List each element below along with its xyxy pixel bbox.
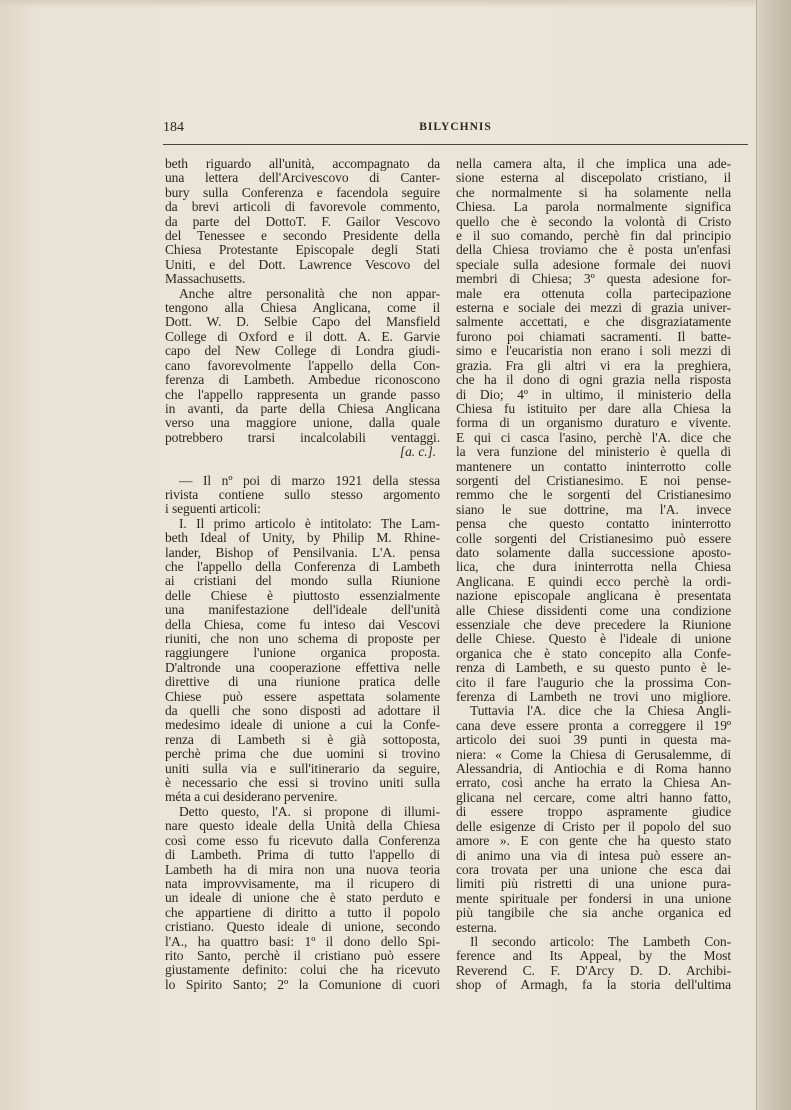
text-line: colle sorgenti del Cristianesimo può essere bbox=[456, 531, 731, 546]
text-line: Detto questo, l'A. si propone di illumi- bbox=[179, 804, 440, 819]
text-line: nata improvvisamente, ma il ricupero di bbox=[165, 876, 440, 891]
text-line: verso una maggiore unione, dalla quale bbox=[165, 416, 440, 431]
text-line: organica che è stato concepito alla Confe- bbox=[456, 646, 731, 661]
text-line: nare questo ideale della Unità della Chiesa bbox=[165, 819, 440, 834]
text-line: alle Chiese dissidenti come una condizione bbox=[456, 603, 731, 618]
text-line: rito Santo, perchè il cristiano può essere bbox=[165, 948, 440, 963]
text-line: pensa che questo contatto ininterrotto bbox=[456, 517, 731, 532]
text-line: di essere troppo aspramente giudice bbox=[456, 805, 731, 820]
running-head: BILYCHNIS bbox=[419, 121, 492, 133]
text-line: mantenere un contatto ininterrotto colle bbox=[456, 459, 731, 474]
text-line: cano favorevolmente l'appello della Con- bbox=[165, 358, 440, 373]
page-right-edge bbox=[756, 0, 791, 1110]
text-line: membri di Chiesa; 3º questa adesione for- bbox=[456, 272, 731, 287]
text-line: della Chiesa, come fu inteso dai Vescovi bbox=[165, 617, 440, 632]
text-line: Anche altre personalità che non appar- bbox=[179, 286, 440, 301]
text-line: College di Oxford e il dott. A. E. Garvie bbox=[165, 329, 440, 344]
text-line: da quelli che sono disposti ad adottare il bbox=[165, 704, 440, 719]
author-signature: [a. c.]. bbox=[399, 444, 436, 460]
text-line: del Tenessee e secondo Presidente della bbox=[165, 229, 440, 244]
text-line: Uniti, e del Dott. Lawrence Vescovo del bbox=[165, 257, 440, 272]
text-line: beth riguardo all'unità, accompagnato da bbox=[165, 157, 440, 171]
text-line: cito il fare l'augurio che la prossima Con- bbox=[456, 675, 731, 690]
text-line: renza di Lambeth, e su questo punto è le- bbox=[456, 661, 731, 676]
text-line: i seguenti articoli: bbox=[165, 501, 261, 517]
text-line: Dott. W. D. Selbie Capo del Mansfield bbox=[165, 315, 440, 330]
text-line: raggiungere l'unione organica proposta. bbox=[165, 646, 440, 661]
text-line: sorgenti del Cristianesimo. E noi pense- bbox=[456, 473, 731, 488]
text-line: beth Ideal of Unity, by Philip M. Rhine- bbox=[165, 531, 440, 546]
text-line: che appartiene di diritto a tutto il popolo bbox=[165, 905, 440, 920]
text-line: esterna e sociale dei mezzi di grazia univer- bbox=[456, 301, 731, 316]
text-line: giustamente definito: colui che ha ricevuto bbox=[165, 963, 440, 978]
text-line: è necessario che essi si trovino uniti sulla bbox=[165, 776, 440, 791]
paragraph-gap bbox=[165, 460, 440, 474]
text-line: da brevi articoli di favorevole commento, bbox=[165, 200, 440, 215]
text-line: delle Chiese è piuttosto essenzialmente bbox=[165, 588, 440, 603]
text-line: capo del New College di Londra giudi- bbox=[165, 344, 440, 359]
text-line: grazia. Fra gli altri vi era la preghiera, bbox=[456, 358, 731, 373]
text-line: delle esigenze di Cristo per il popolo del suo bbox=[456, 819, 731, 834]
text-line: Lambeth ha di mira non una nuova teoria bbox=[165, 862, 440, 877]
left-column bbox=[165, 157, 440, 992]
text-line: di Dio; 4º in ultimo, il ministerio della bbox=[456, 387, 731, 402]
text-line: da parte del DottoT. F. Gailor Vescovo bbox=[165, 214, 440, 229]
text-line: Tuttavia l'A. dice che la Chiesa Angli- bbox=[470, 704, 731, 719]
text-line: I. Il primo articolo è intitolato: The Lam- bbox=[179, 516, 440, 531]
text-line: in avanti, da parte della Chiesa Anglicana bbox=[165, 401, 440, 416]
text-line: lander, Bishop of Pensilvania. L'A. pensa bbox=[165, 545, 440, 560]
text-line: così come esso fu ricevuto dalla Conferenza bbox=[165, 833, 440, 848]
text-line: un ideale di unione che è stato perduto e bbox=[165, 891, 440, 906]
text-line: di Lambeth. Prima di tutto l'appello di bbox=[165, 848, 440, 863]
page-header bbox=[163, 120, 748, 140]
page-fold-shadow bbox=[0, 0, 40, 1110]
header-rule bbox=[163, 144, 748, 145]
text-line: una lettera dell'Arcivescovo di Canter- bbox=[165, 171, 440, 186]
text-line: cristiano. Questo ideale di unione, secondo bbox=[165, 920, 440, 935]
text-line: esterna. bbox=[456, 919, 497, 935]
text-line: lica, che dura ininterrotta nella Chiesa bbox=[456, 560, 731, 575]
text-line: errato, così anche ha errato la Chiesa An- bbox=[456, 776, 731, 791]
text-line: bury sulla Conferenza e facendola seguire bbox=[165, 185, 440, 200]
text-line: la vera funzione del ministerio è quella di bbox=[456, 445, 731, 460]
text-line: che l'appello della Conferenza di Lambeth bbox=[165, 559, 440, 574]
text-line: che normalmente si ha solamente nella bbox=[456, 185, 731, 200]
text-line: dato solamente dalla successione aposto- bbox=[456, 545, 731, 560]
text-line: Massachusetts. bbox=[165, 271, 246, 287]
text-line: Il secondo articolo: The Lambeth Con- bbox=[470, 934, 731, 949]
text-line: cana deve essere pronta a correggere il 19º bbox=[456, 718, 731, 733]
page-top-edge bbox=[0, 0, 791, 8]
text-line: Reverend C. F. D'Arcy D. D. Archibi- bbox=[456, 963, 731, 978]
text-line: shop of Armagh, fa la storia dell'ultima bbox=[456, 978, 731, 993]
text-line: potrebbero trarsi incalcolabili ventaggi. bbox=[165, 430, 440, 445]
text-line: nazione episcopale anglicana è presentata bbox=[456, 589, 731, 604]
text-line: articolo dei suoi 39 punti in questa ma- bbox=[456, 733, 731, 748]
text-line: salmente accettati, e che disgraziatamente bbox=[456, 315, 731, 330]
text-line: ferenza di Lambeth. Ambedue riconoscono bbox=[165, 373, 440, 388]
text-line: ai cristiani del mondo sulla Riunione bbox=[165, 574, 440, 589]
text-line: D'altronde una cooperazione effettiva nelle bbox=[165, 660, 440, 675]
text-line: lo Spirito Santo; 2º la Comunione di cuori bbox=[165, 977, 440, 992]
text-line: Chiese può essere aspettata solamente bbox=[165, 689, 440, 704]
text-line: renza di Lambeth si è già sottoposta, bbox=[165, 732, 440, 747]
text-line: mente spirituale per fondersi in una unione bbox=[456, 891, 731, 906]
text-line: tengono alla Chiesa Anglicana, come il bbox=[165, 301, 440, 316]
text-line: di animo una via di intesa può essere an- bbox=[456, 848, 731, 863]
text-line: cora trovata per una unione che esca dai bbox=[456, 862, 731, 877]
text-line: rivista contiene sullo stesso argomento bbox=[165, 487, 440, 502]
text-line: essenziale che deve precedere la Riunione bbox=[456, 618, 731, 632]
text-line: una manifestazione dell'ideale dell'unità bbox=[165, 603, 440, 618]
text-line: che l'appello rappresenta un grande passo bbox=[165, 387, 440, 402]
text-line: furono poi chiamati sacramenti. Il batte- bbox=[456, 329, 731, 344]
text-line: speciale sulla adesione formale dei nuovi bbox=[456, 257, 731, 272]
text-line: ferenza di Lambeth ne trovi uno migliore. bbox=[456, 690, 731, 705]
right-column bbox=[456, 157, 731, 993]
text-line: méta a cui desiderano pervenire. bbox=[165, 789, 338, 805]
text-line: Anglicana. E quindi ecco perchè la ordi- bbox=[456, 574, 731, 589]
text-line: riuniti, che non uno schema di proposte per bbox=[165, 632, 440, 646]
text-line: Chiesa. La parola normalmente significa bbox=[456, 200, 731, 215]
text-line: direttive di una riunione pratica delle bbox=[165, 675, 440, 690]
text-line: delle Chiese. Questo è l'ideale di unione bbox=[456, 632, 731, 647]
text-line: Alessandria, di Antiochia e di Roma hanno bbox=[456, 762, 731, 777]
text-line: medesimo ideale di unione a cui la Confe- bbox=[165, 718, 440, 733]
text-line: sione esterna al discepolato cristiano, il bbox=[456, 171, 731, 186]
text-line: siano le sue dottrine, ma l'A. invece bbox=[456, 502, 731, 517]
text-line: più tangibile che sia anche organica ed bbox=[456, 906, 731, 921]
text-line: remmo che le sorgenti del Cristianesimo bbox=[456, 488, 731, 503]
text-line: nella camera alta, il che implica una ade- bbox=[456, 157, 731, 171]
text-line: e il suo comando, perchè fin dal principio bbox=[456, 229, 731, 244]
text-line: Chiesa fu istituito per dare alla Chiesa la bbox=[456, 401, 731, 416]
text-line: ference and Its Appeal, by the Most bbox=[456, 949, 731, 964]
text-line: glicana nel cercare, come altri hanno fatto, bbox=[456, 790, 731, 805]
text-line: amore ». E con gente che ha questo stato bbox=[456, 834, 731, 849]
text-line: perchè prima che due uomini si trovino bbox=[165, 747, 440, 762]
text-line: della Chiesa troviamo che è posta un'enfasi bbox=[456, 243, 731, 258]
text-line: limiti più ristretti di una unione pura- bbox=[456, 877, 731, 892]
text-line: forma di un organismo duraturo e vivente. bbox=[456, 416, 731, 431]
text-line: Chiesa Protestante Episcopale degli Stati bbox=[165, 243, 440, 258]
text-line: simo e l'eucaristia non erano i soli mezzi di bbox=[456, 344, 731, 359]
text-line: che ha il dono di ogni grazia nella risposta bbox=[456, 373, 731, 388]
text-line: male era ottenuta colla partecipazione bbox=[456, 286, 731, 301]
text-line: — Il nº poi di marzo 1921 della stessa bbox=[179, 473, 440, 488]
text-line: uniti sulla via e sull'itinerario da seguire, bbox=[165, 761, 440, 776]
text-line: E qui ci casca l'asino, perchè l'A. dice che bbox=[456, 430, 731, 445]
text-line: niera: « Come la Chiesa di Gerusalemme, di bbox=[456, 747, 731, 762]
text-line: quello che è secondo la volontà di Cristo bbox=[456, 214, 731, 229]
page-number: 184 bbox=[163, 120, 184, 135]
text-line: l'A., ha quattro basi: 1º il dono dello Spi- bbox=[165, 934, 440, 949]
